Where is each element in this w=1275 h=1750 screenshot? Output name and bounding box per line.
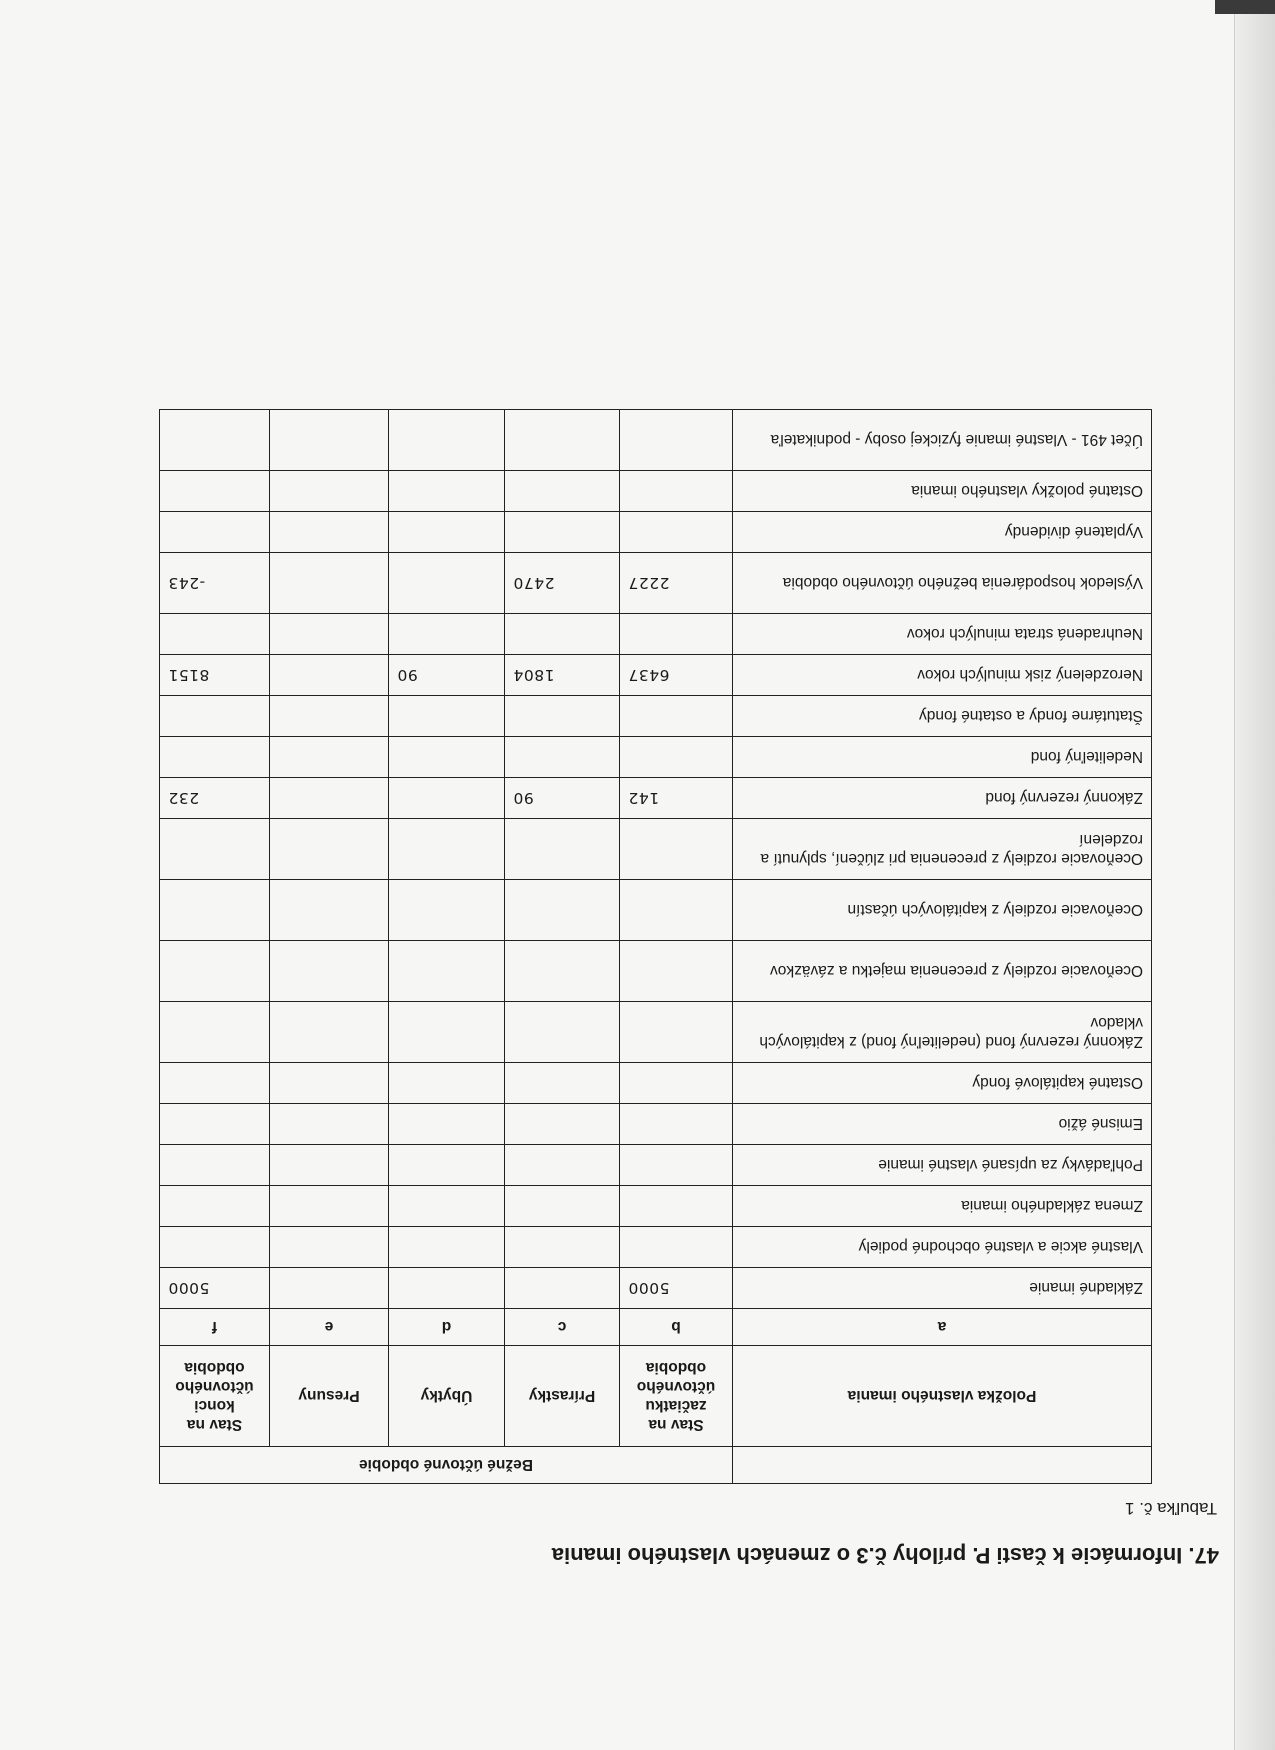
table-row bbox=[159, 880, 1151, 941]
value-additions: 90 bbox=[505, 778, 620, 819]
value-transfers bbox=[270, 655, 389, 696]
column-letter: f bbox=[159, 1309, 269, 1346]
value-opening bbox=[620, 410, 733, 471]
value-opening bbox=[620, 819, 733, 880]
value-opening bbox=[620, 737, 733, 778]
table-row bbox=[159, 1145, 1151, 1186]
value-closing bbox=[159, 410, 269, 471]
value-reductions bbox=[389, 696, 505, 737]
row-item: Výsledok hospodárenia bežného účtovného obdobia bbox=[733, 553, 1152, 614]
value-opening bbox=[620, 941, 733, 1002]
column-header-opening: Stav na začiatku účtovného obdobia bbox=[620, 1346, 733, 1447]
table-row bbox=[159, 614, 1151, 655]
table-caption: Tabuľka č. 1 bbox=[1125, 1499, 1217, 1518]
value-opening bbox=[620, 512, 733, 553]
column-letter: e bbox=[270, 1309, 389, 1346]
value-transfers bbox=[270, 553, 389, 614]
value-closing bbox=[159, 512, 269, 553]
value-closing bbox=[159, 1063, 269, 1104]
row-item: Vyplatené dividendy bbox=[733, 512, 1152, 553]
row-item: Účet 491 - Vlastné imanie fyzickej osoby - podnikateľa bbox=[733, 410, 1152, 471]
value-additions bbox=[505, 1002, 620, 1063]
equity-changes-table bbox=[159, 409, 1152, 1484]
column-header-additions: Prírastky bbox=[505, 1346, 620, 1447]
column-header-transfers: Presuny bbox=[270, 1346, 389, 1447]
value-reductions: 90 bbox=[389, 655, 505, 696]
row-item: Vlastné akcie a vlastné obchodné podiely bbox=[733, 1227, 1152, 1268]
value-closing bbox=[159, 1145, 269, 1186]
row-item: Nedeliteľný fond bbox=[733, 737, 1152, 778]
value-additions bbox=[505, 1104, 620, 1145]
value-transfers bbox=[270, 1227, 389, 1268]
value-additions bbox=[505, 1268, 620, 1309]
value-closing: 5000 bbox=[159, 1268, 269, 1309]
row-item: Zákonný rezervný fond (nedeliteľný fond) z kapitálových vkladov bbox=[733, 1002, 1152, 1063]
value-closing bbox=[159, 737, 269, 778]
value-opening bbox=[620, 614, 733, 655]
column-header-reductions: Úbytky bbox=[389, 1346, 505, 1447]
value-reductions bbox=[389, 410, 505, 471]
value-opening: 5000 bbox=[620, 1268, 733, 1309]
table-row bbox=[159, 941, 1151, 1002]
table-row bbox=[159, 512, 1151, 553]
value-closing: 232 bbox=[159, 778, 269, 819]
section-heading: 47. Informácie k časti P. prílohy č.3 o zmenách vlastného imania bbox=[551, 1543, 1219, 1568]
value-opening bbox=[620, 1145, 733, 1186]
row-item: Štatutárne fondy a ostatné fondy bbox=[733, 696, 1152, 737]
value-reductions bbox=[389, 941, 505, 1002]
value-reductions bbox=[389, 1145, 505, 1186]
column-header-closing: Stav na konci účtovného obdobia bbox=[159, 1346, 269, 1447]
value-reductions bbox=[389, 553, 505, 614]
table-row bbox=[159, 778, 1151, 819]
value-transfers bbox=[270, 1104, 389, 1145]
column-letter: b bbox=[620, 1309, 733, 1346]
column-letter: d bbox=[389, 1309, 505, 1346]
value-opening bbox=[620, 1227, 733, 1268]
table-row bbox=[159, 1002, 1151, 1063]
row-item: Zákonný rezervný fond bbox=[733, 778, 1152, 819]
value-opening: 2227 bbox=[620, 553, 733, 614]
value-opening bbox=[620, 696, 733, 737]
value-opening bbox=[620, 1186, 733, 1227]
table-row bbox=[159, 1268, 1151, 1309]
row-item: Oceňovacie rozdiely z kapitálových účastín bbox=[733, 880, 1152, 941]
value-reductions bbox=[389, 778, 505, 819]
table-row bbox=[159, 1063, 1151, 1104]
value-opening bbox=[620, 1002, 733, 1063]
value-reductions bbox=[389, 1227, 505, 1268]
value-opening bbox=[620, 880, 733, 941]
value-closing bbox=[159, 941, 269, 1002]
value-closing: 8151 bbox=[159, 655, 269, 696]
value-reductions bbox=[389, 1063, 505, 1104]
value-additions bbox=[505, 1186, 620, 1227]
table-row bbox=[159, 696, 1151, 737]
period-header: Bežné účtovné obdobie bbox=[159, 1447, 732, 1484]
value-transfers bbox=[270, 778, 389, 819]
value-transfers bbox=[270, 737, 389, 778]
value-transfers bbox=[270, 1145, 389, 1186]
value-additions bbox=[505, 1063, 620, 1104]
table-row bbox=[159, 553, 1151, 614]
table-row bbox=[159, 1186, 1151, 1227]
value-additions bbox=[505, 512, 620, 553]
value-closing bbox=[159, 880, 269, 941]
row-item: Zmena základného imania bbox=[733, 1186, 1152, 1227]
value-transfers bbox=[270, 410, 389, 471]
value-closing bbox=[159, 1002, 269, 1063]
table-row bbox=[159, 410, 1151, 471]
row-item: Nerozdelený zisk minulých rokov bbox=[733, 655, 1152, 696]
value-reductions bbox=[389, 614, 505, 655]
value-transfers bbox=[270, 880, 389, 941]
row-item: Emisné ážio bbox=[733, 1104, 1152, 1145]
value-transfers bbox=[270, 614, 389, 655]
value-additions bbox=[505, 1145, 620, 1186]
value-additions bbox=[505, 880, 620, 941]
column-letter: a bbox=[733, 1309, 1152, 1346]
value-opening bbox=[620, 471, 733, 512]
row-item: Oceňovacie rozdiely z precenenia pri zlúčení, splynutí a rozdelení bbox=[733, 819, 1152, 880]
value-closing bbox=[159, 1227, 269, 1268]
row-item: Ostatné položky vlastného imania bbox=[733, 471, 1152, 512]
value-reductions bbox=[389, 1002, 505, 1063]
value-additions bbox=[505, 696, 620, 737]
value-transfers bbox=[270, 512, 389, 553]
value-additions: 1804 bbox=[505, 655, 620, 696]
value-additions bbox=[505, 819, 620, 880]
value-additions: 2470 bbox=[505, 553, 620, 614]
value-additions bbox=[505, 1227, 620, 1268]
row-item: Pohľadávky za upísané vlastné imanie bbox=[733, 1145, 1152, 1186]
value-additions bbox=[505, 471, 620, 512]
value-transfers bbox=[270, 1186, 389, 1227]
value-reductions bbox=[389, 819, 505, 880]
table-row bbox=[159, 471, 1151, 512]
table-row bbox=[159, 655, 1151, 696]
row-item: Neuhradená strata minulých rokov bbox=[733, 614, 1152, 655]
value-additions bbox=[505, 941, 620, 1002]
column-letter: c bbox=[505, 1309, 620, 1346]
value-transfers bbox=[270, 1002, 389, 1063]
value-transfers bbox=[270, 1268, 389, 1309]
value-closing bbox=[159, 471, 269, 512]
value-transfers bbox=[270, 819, 389, 880]
value-reductions bbox=[389, 471, 505, 512]
value-reductions bbox=[389, 1186, 505, 1227]
value-reductions bbox=[389, 737, 505, 778]
value-closing: -243 bbox=[159, 553, 269, 614]
value-closing bbox=[159, 819, 269, 880]
value-reductions bbox=[389, 880, 505, 941]
row-item: Ostatné kapitálové fondy bbox=[733, 1063, 1152, 1104]
row-item: Oceňovacie rozdiely z precenenia majetku a záväzkov bbox=[733, 941, 1152, 1002]
table-row bbox=[159, 1104, 1151, 1145]
table-row bbox=[159, 819, 1151, 880]
value-opening: 142 bbox=[620, 778, 733, 819]
value-opening bbox=[620, 1104, 733, 1145]
table-row bbox=[159, 737, 1151, 778]
value-closing bbox=[159, 1186, 269, 1227]
header-spacer bbox=[733, 1447, 1152, 1484]
value-transfers bbox=[270, 941, 389, 1002]
value-additions bbox=[505, 614, 620, 655]
column-header-item: Položka vlastného imania bbox=[733, 1346, 1152, 1447]
value-opening bbox=[620, 1063, 733, 1104]
value-reductions bbox=[389, 512, 505, 553]
table-row bbox=[159, 1227, 1151, 1268]
value-reductions bbox=[389, 1104, 505, 1145]
value-additions bbox=[505, 410, 620, 471]
value-closing bbox=[159, 614, 269, 655]
value-transfers bbox=[270, 471, 389, 512]
value-transfers bbox=[270, 1063, 389, 1104]
value-additions bbox=[505, 737, 620, 778]
value-reductions bbox=[389, 1268, 505, 1309]
value-opening: 6437 bbox=[620, 655, 733, 696]
value-transfers bbox=[270, 696, 389, 737]
value-closing bbox=[159, 1104, 269, 1145]
row-item: Základné imanie bbox=[733, 1268, 1152, 1309]
value-closing bbox=[159, 696, 269, 737]
